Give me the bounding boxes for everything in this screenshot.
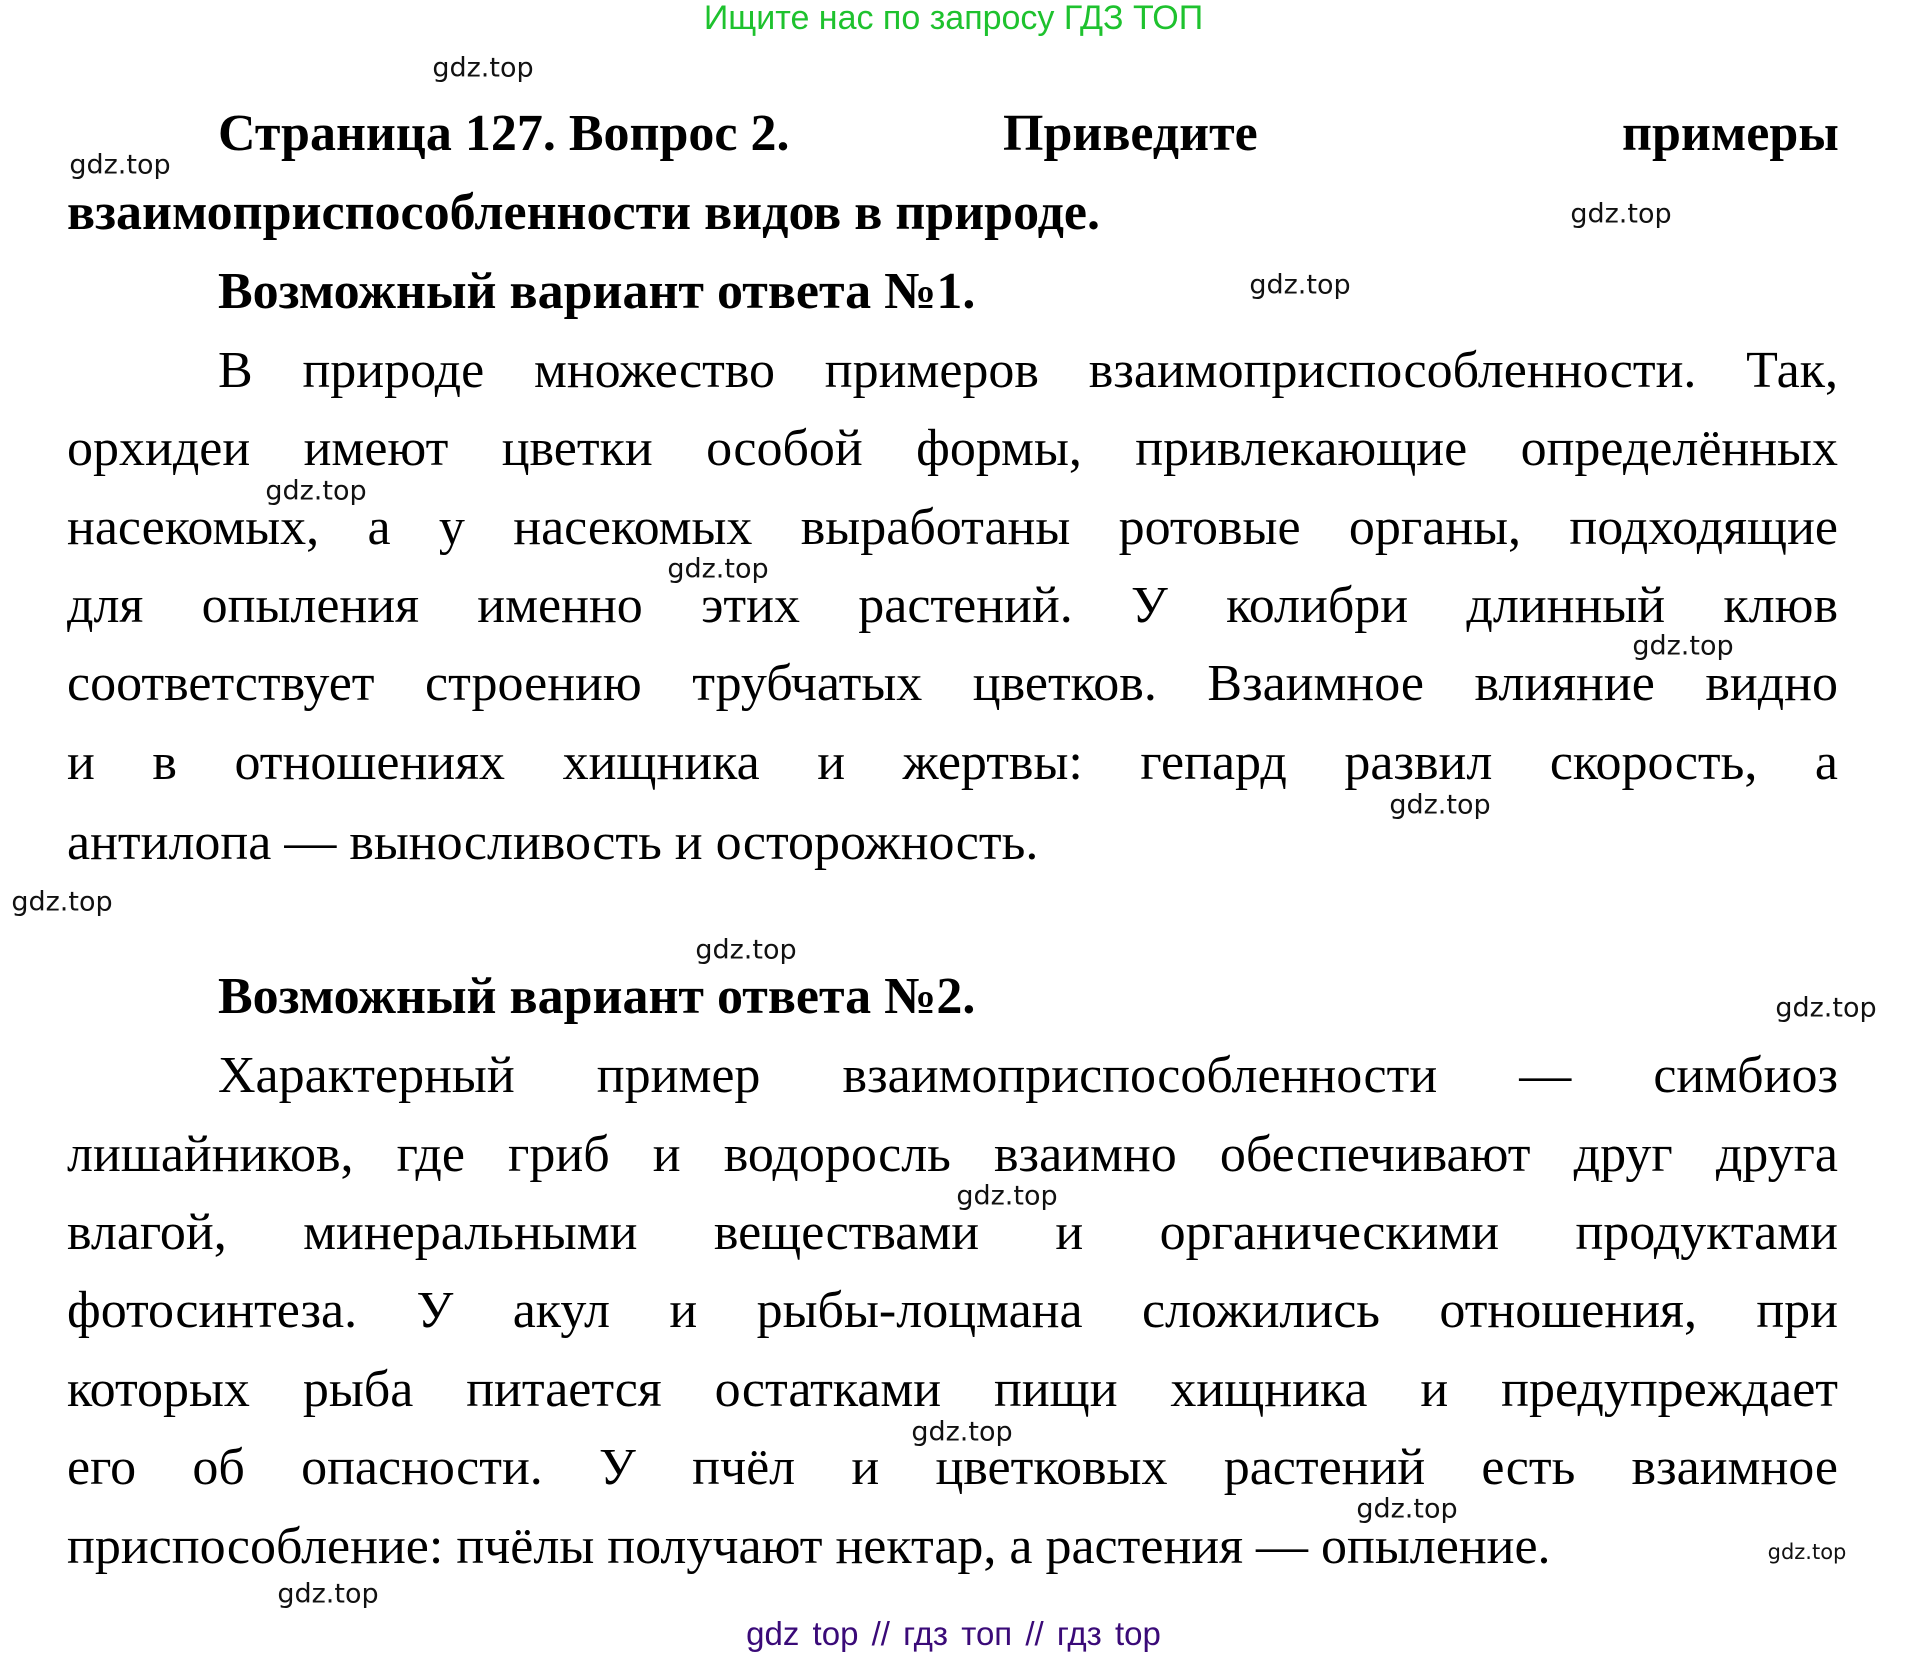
answer-1-line: и в отношениях хищника и жертвы: гепард развил скорость, а <box>67 734 1838 791</box>
watermark: gdz.top <box>11 886 113 918</box>
answer-1-line: орхидеи имеют цветки особой формы, привлекающие определённых <box>67 420 1838 477</box>
answer-1-line: В природе множество примеров взаимоприспособленности. Так, <box>218 342 1838 399</box>
question-title-number: Страница 127. Вопрос 2. <box>218 105 790 162</box>
promo-banner: Ищите нас по запросу ГДЗ ТОП <box>703 0 1204 37</box>
watermark: gdz.top <box>1570 198 1672 230</box>
answer-2-line: лишайников, где гриб и водоросль взаимно обеспечивают друг друга <box>67 1126 1838 1183</box>
answer-2-heading: Возможный вариант ответа №2. <box>218 968 976 1025</box>
question-title-word: Приведите <box>1003 105 1258 162</box>
watermark: gdz.top <box>1389 789 1491 821</box>
watermark: gdz.top <box>1249 269 1351 301</box>
watermark: gdz.top <box>1632 630 1734 662</box>
watermark: gdz.top <box>69 149 171 181</box>
watermark: gdz.top <box>695 934 797 966</box>
watermark: gdz.top <box>1767 1540 1847 1564</box>
question-title-word: примеры <box>1622 105 1839 162</box>
answer-2-line: которых рыба питается остатками пищи хищника и предупреждает <box>67 1361 1838 1418</box>
watermark: gdz.top <box>277 1578 379 1610</box>
answer-1-heading: Возможный вариант ответа №1. <box>218 263 976 320</box>
answer-2-line: фотосинтеза. У акул и рыбы-лоцмана сложились отношения, при <box>67 1282 1838 1339</box>
watermark: gdz.top <box>956 1180 1058 1212</box>
answer-2-line: влагой, минеральными веществами и органическими продуктами <box>67 1204 1838 1261</box>
answer-2-line: его об опасности. У пчёл и цветковых растений есть взаимное <box>67 1439 1838 1496</box>
watermark: gdz.top <box>667 553 769 585</box>
answer-2-line: приспособление: пчёлы получают нектар, а растения — опыление. <box>67 1518 1551 1575</box>
watermark: gdz.top <box>1356 1493 1458 1525</box>
footer-links: gdz top // гдз топ // гдз top <box>746 1615 1161 1652</box>
watermark: gdz.top <box>911 1416 1013 1448</box>
answer-1-line: соответствует строению трубчатых цветков. Взаимное влияние видно <box>67 655 1838 712</box>
answer-1-line: антилопа — выносливость и осторожность. <box>67 814 1039 871</box>
answer-2-line: Характерный пример взаимоприспособленности — симбиоз <box>218 1047 1838 1104</box>
watermark: gdz.top <box>432 52 534 84</box>
watermark: gdz.top <box>1775 992 1877 1024</box>
answer-1-line: для опыления именно этих растений. У колибри длинный клюв <box>67 577 1838 634</box>
question-title-line2: взаимоприспособленности видов в природе. <box>67 184 1100 241</box>
watermark: gdz.top <box>265 475 367 507</box>
answer-1-line: насекомых, а у насекомых выработаны ротовые органы, подходящие <box>67 499 1838 556</box>
